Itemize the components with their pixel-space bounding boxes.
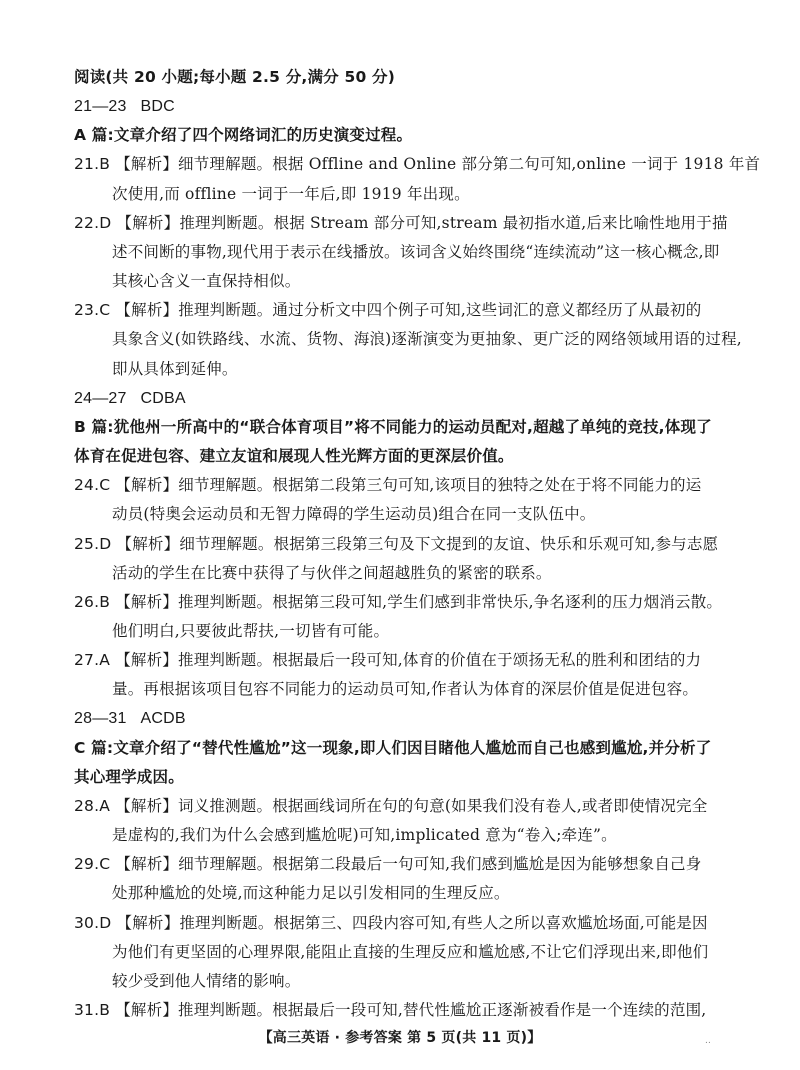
passage-summary: A 篇:文章介绍了四个网络词汇的历史演变过程。 xyxy=(74,126,413,144)
passage-summary: C 篇:文章介绍了“替代性尴尬”这一现象,即人们因目睹他人尴尬而自己也感到尴尬,并分析了 xyxy=(74,739,712,757)
page-footer: 【高三英语 · 参考答案 第 5 页(共 11 页)】 xyxy=(258,1030,542,1046)
section-title: 阅读(共 20 小题;每小题 2.5 分,满分 50 分) xyxy=(74,68,396,86)
question-item: 24.C 【解析】细节理解题。根据第二段第三句可知,该项目的独特之处在于将不同能力的运 xyxy=(74,476,702,494)
question-line: 具象含义(如铁路线、水流、货物、海浪)逐渐演变为更抽象、更广泛的网络领域用语的过程, xyxy=(112,330,742,348)
group-answers: ACDB xyxy=(140,710,186,727)
passage-summary: 其心理学成因。 xyxy=(74,768,184,786)
question-line: 量。再根据该项目包容不同能力的运动员可知,作者认为体育的深层价值是促进包容。 xyxy=(112,680,699,698)
question-line: 为他们有更坚固的心理界限,能阻止直接的生理反应和尴尬感,不让它们浮现出来,即他们 xyxy=(112,943,709,961)
question-item: 21.B 【解析】细节理解题。根据 Offline and Online 部分第二句可知,online 一词于 1918 年首 xyxy=(74,155,761,173)
question-item: 31.B 【解析】推理判断题。根据最后一段可知,替代性尴尬正逐渐被看作是一个连续的范围, xyxy=(74,1001,707,1019)
question-item: 27.A 【解析】推理判断题。根据最后一段可知,体育的价值在于颂扬无私的胜利和团结的力 xyxy=(74,651,702,669)
answer-group-range xyxy=(74,99,175,115)
question-line: 次使用,而 offline 一词于一年后,即 1919 年出现。 xyxy=(112,185,470,203)
question-item: 23.C 【解析】推理判断题。通过分析文中四个例子可知,这些词汇的意义都经历了从最初的 xyxy=(74,301,702,319)
group-range: 21—23 xyxy=(74,98,127,115)
question-line: 动员(特奥会运动员和无智力障碍的学生运动员)组合在同一支队伍中。 xyxy=(112,505,596,523)
answer-group-range xyxy=(74,711,186,727)
question-item: 25.D 【解析】细节理解题。根据第三段第三句及下文提到的友谊、快乐和乐观可知,参与志愿 xyxy=(74,535,719,553)
corner-mark: .. xyxy=(705,1036,712,1046)
question-item: 22.D 【解析】推理判断题。根据 Stream 部分可知,stream 最初指水道,后来比喻性地用于描 xyxy=(74,214,728,232)
passage-summary: 体育在促进包容、建立友谊和展现人性光辉方面的更深层价值。 xyxy=(74,447,514,465)
group-answers: CDBA xyxy=(140,390,186,407)
answer-group-range xyxy=(74,391,186,407)
question-line: 他们明白,只要彼此帮扶,一切皆有可能。 xyxy=(112,622,390,640)
question-line: 活动的学生在比赛中获得了与伙伴之间超越胜负的紧密的联系。 xyxy=(112,564,552,582)
passage-summary: B 篇:犹他州一所高中的“联合体育项目”将不同能力的运动员配对,超越了单纯的竞技,体现了 xyxy=(74,418,712,436)
question-line: 是虚构的,我们为什么会感到尴尬呢)可知,implicated 意为“卷入;牵连”。 xyxy=(112,826,617,844)
question-item: 29.C 【解析】细节理解题。根据第二段最后一句可知,我们感到尴尬是因为能够想象自己身 xyxy=(74,855,702,873)
group-range: 28—31 xyxy=(74,710,127,727)
question-item: 26.B 【解析】推理判断题。根据第三段可知,学生们感到非常快乐,争名逐利的压力烟消云散。 xyxy=(74,593,723,611)
question-line: 处那种尴尬的处境,而这种能力足以引发相同的生理反应。 xyxy=(112,884,510,902)
question-line: 即从具体到延伸。 xyxy=(112,360,238,378)
question-item: 28.A 【解析】词义推测题。根据画线词所在句的句意(如果我们没有卷人,或者即使情况完全 xyxy=(74,797,708,815)
question-line: 较少受到他人情绪的影响。 xyxy=(112,972,301,990)
group-range: 24—27 xyxy=(74,390,127,407)
question-item: 30.D 【解析】推理判断题。根据第三、四段内容可知,有些人之所以喜欢尴尬场面,可能是因 xyxy=(74,914,708,932)
group-answers: BDC xyxy=(140,98,175,115)
question-line: 其核心含义一直保持相似。 xyxy=(112,272,301,290)
question-line: 述不间断的事物,现代用于表示在线播放。该词含义始终围绕“连续流动”这一核心概念,即 xyxy=(112,243,720,261)
